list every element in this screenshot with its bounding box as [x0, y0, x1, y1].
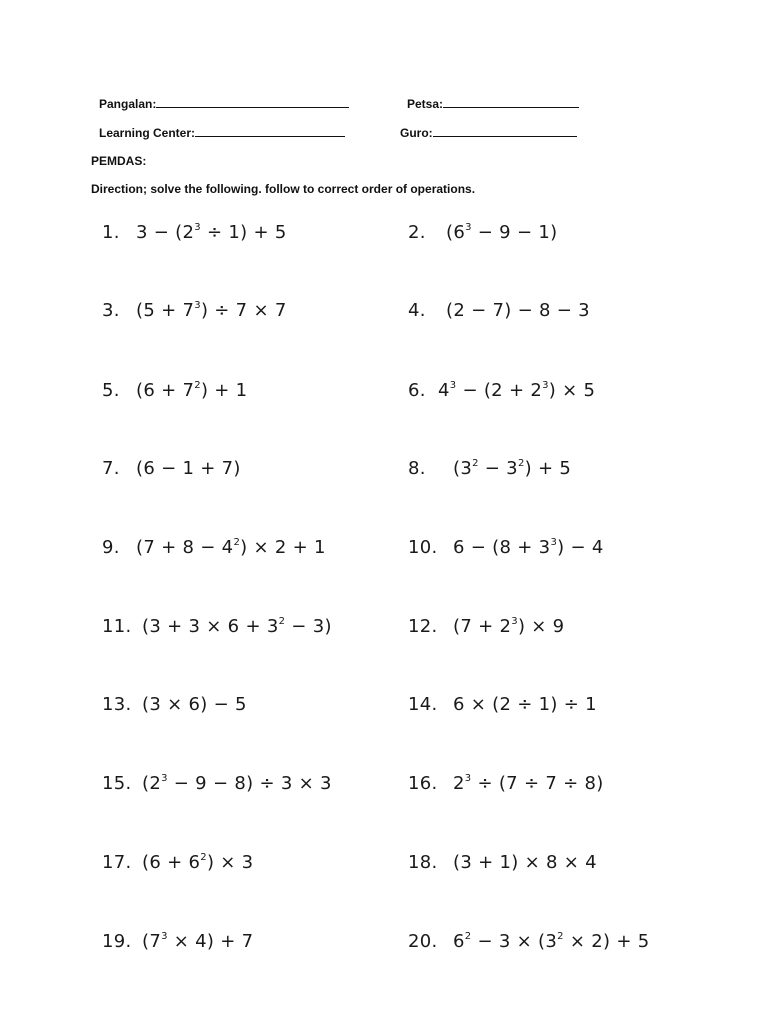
name-blank[interactable]	[156, 95, 349, 108]
problem-expression: (6 − 1 + 7)	[136, 458, 241, 479]
problem-expression: $6 - (8 + 3^3) - 4$	[453, 537, 604, 558]
problem-number: 18.	[408, 852, 438, 873]
problem-item	[408, 773, 604, 794]
problem-expression: $(3^2 - 3^2) + 5$	[453, 458, 572, 479]
problem-item	[102, 300, 287, 321]
problem-expression: $(6 + 6^2) \times 3$	[142, 852, 254, 873]
problem-expression: 6 × (2 ÷ 1) ÷ 1	[453, 694, 597, 715]
problem-expression: $(3 + 3 \times 6 + 3^2 - 3)$	[142, 616, 332, 637]
problem-expression: $(2^3 - 9 - 8) \div 3 \times 3$	[142, 773, 332, 794]
teacher-label: Guro:	[400, 126, 433, 140]
problem-item	[102, 380, 247, 401]
problem-item	[102, 222, 287, 243]
problem-expression: $(5 + 7^3) \div 7 \times 7$	[136, 300, 287, 321]
learning-center-field[interactable]	[99, 124, 345, 140]
problem-number: 4.	[408, 300, 426, 321]
problem-expression: (3 + 1) × 8 × 4	[453, 852, 597, 873]
problem-number: 10.	[408, 537, 438, 558]
problem-number: 15.	[102, 773, 132, 794]
problem-item	[102, 537, 326, 558]
problem-item	[408, 852, 597, 873]
problem-expression: $3 - (2^3 \div 1) + 5$	[136, 222, 287, 243]
directions-text: Direction; solve the following. follow to correct order of operations.	[91, 182, 476, 196]
learning-center-blank[interactable]	[195, 124, 345, 137]
problem-number: 13.	[102, 694, 132, 715]
problem-number: 1.	[102, 222, 120, 243]
name-label: Pangalan:	[99, 97, 157, 111]
problem-expression: $2^3 \div (7 \div 7 \div 8)$	[453, 773, 604, 794]
problem-item	[408, 380, 595, 401]
problem-expression: $(6^3 - 9 - 1)$	[446, 222, 558, 243]
problem-item	[408, 694, 597, 715]
problem-expression: $(7 + 8 - 4^2) \times 2 + 1$	[136, 537, 326, 558]
learning-center-label: Learning Center:	[99, 126, 196, 140]
problem-number: 20.	[408, 931, 438, 952]
problem-item	[408, 458, 571, 479]
problem-number: 19.	[102, 931, 132, 952]
problem-item	[102, 616, 332, 637]
date-label: Petsa:	[407, 97, 444, 111]
problem-item	[408, 222, 557, 243]
problem-expression: $(6 + 7^2) + 1$	[136, 380, 248, 401]
problem-expression: $(7^3 \times 4) + 7$	[142, 931, 254, 952]
problem-number: 3.	[102, 300, 120, 321]
problem-number: 17.	[102, 852, 132, 873]
section-title: PEMDAS:	[91, 154, 147, 168]
problem-number: 9.	[102, 537, 120, 558]
problem-item	[408, 537, 604, 558]
problem-item	[408, 300, 590, 321]
problem-number: 2.	[408, 222, 426, 243]
date-blank[interactable]	[443, 95, 579, 108]
problem-item	[408, 931, 649, 952]
problem-item	[408, 616, 564, 637]
problem-number: 11.	[102, 616, 132, 637]
problem-number: 8.	[408, 458, 426, 479]
date-field[interactable]	[407, 95, 579, 111]
teacher-field[interactable]	[400, 124, 577, 140]
problem-number: 6.	[408, 380, 426, 401]
problem-expression: (2 − 7) − 8 − 3	[446, 300, 590, 321]
problem-expression: (3 × 6) − 5	[142, 694, 247, 715]
problem-item	[102, 458, 241, 479]
problem-number: 5.	[102, 380, 120, 401]
problem-number: 16.	[408, 773, 438, 794]
problem-item	[102, 773, 332, 794]
problem-expression: $6^2 - 3 \times (3^2 \times 2) + 5$	[453, 931, 650, 952]
name-field[interactable]	[99, 95, 349, 111]
problem-number: 14.	[408, 694, 438, 715]
problem-expression: $(7 + 2^3) \times 9$	[453, 616, 565, 637]
problem-number: 7.	[102, 458, 120, 479]
problem-number: 12.	[408, 616, 438, 637]
problem-item	[102, 931, 253, 952]
problem-item	[102, 694, 247, 715]
problem-item	[102, 852, 253, 873]
problem-expression: $4^3 - (2 + 2^3) \times 5$	[438, 380, 596, 401]
teacher-blank[interactable]	[433, 124, 577, 137]
